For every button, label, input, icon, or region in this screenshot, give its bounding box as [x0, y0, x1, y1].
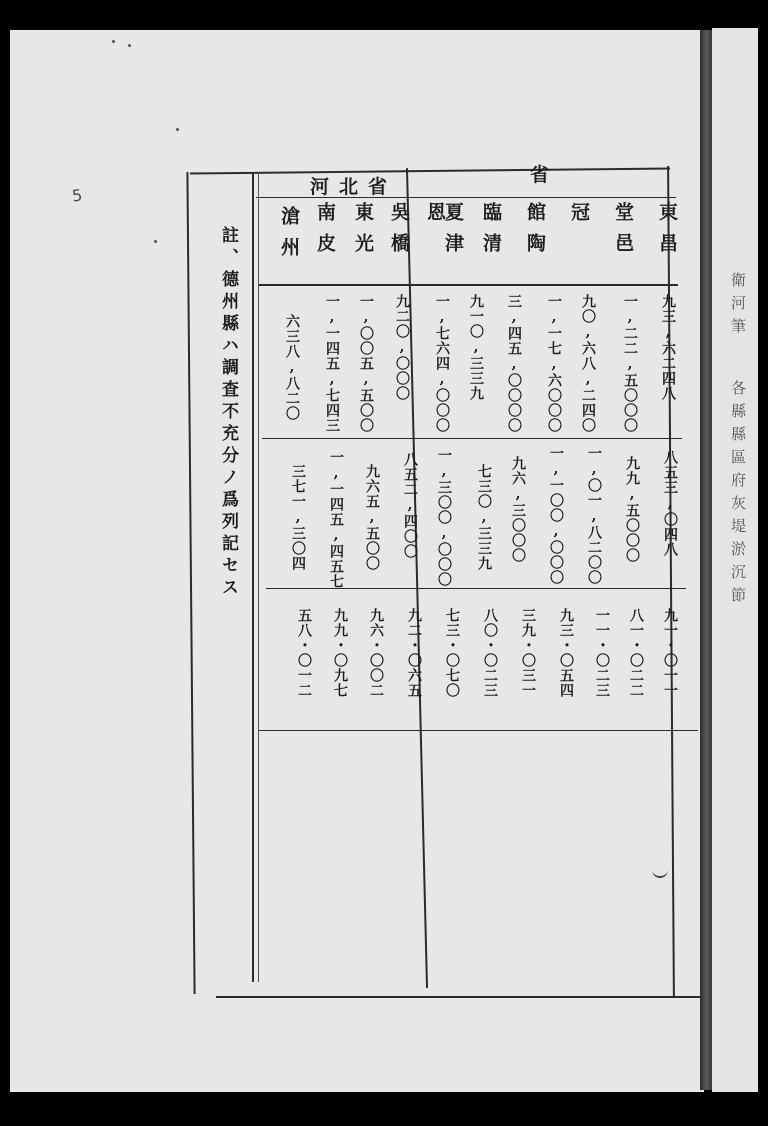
figure-b: 一,〇一,八二〇〇 [586, 446, 602, 585]
figure-a: 一,一七,六〇〇〇 [546, 294, 562, 433]
facing-page-text: 各縣縣區府灰堤淤沉節 [729, 380, 747, 610]
scan-speck [176, 128, 179, 131]
place-name: 東光 [352, 202, 374, 264]
figure-b: 七三〇,三三九 [476, 464, 492, 571]
figure-a: 九二〇,〇〇〇 [394, 294, 410, 401]
place-name: 恩 [424, 202, 446, 233]
scan-speck [128, 44, 131, 47]
figure-b: 八五二,四〇〇 [402, 452, 418, 559]
figure-b: 三七一,三〇四 [290, 464, 306, 571]
figure-a: 六三八,八二〇 [284, 314, 300, 421]
figure-a: 一,二二,五〇〇〇 [622, 294, 638, 433]
figure-c: 五八・〇一二 [296, 608, 312, 698]
place-name: 夏津 [442, 202, 464, 264]
place-name: 冠 [568, 202, 590, 233]
place-name: 臨清 [480, 202, 502, 264]
header-bottom-rule [258, 284, 678, 286]
figure-c: 九九・〇九七 [332, 608, 348, 698]
row-rule-3 [258, 730, 698, 731]
figure-c: 八一・〇二二 [628, 608, 644, 698]
figure-a: 九〇,六八,二四〇 [580, 294, 596, 433]
figure-b: 一,三〇〇,〇〇〇 [436, 448, 452, 587]
header-province-hebei: 河北省 [310, 176, 398, 198]
figure-c: 九一・〇一一 [662, 608, 678, 698]
figure-b: 九六,三〇〇〇 [510, 456, 526, 563]
figure-b: 一,一四五,四五七 [328, 450, 344, 589]
figure-b: 一,一〇〇,〇〇〇 [548, 446, 564, 585]
figure-a: 一,〇〇五,五〇〇 [358, 294, 374, 433]
note-divider-inner [258, 172, 259, 982]
figure-a: 三,四五,〇〇〇〇 [506, 294, 522, 433]
scan-speck [154, 240, 157, 243]
pencil-page-mark: 5 [70, 185, 84, 206]
figure-c: 一一・〇二三 [594, 608, 610, 698]
figure-a: 一,一四五,七四三 [324, 294, 340, 433]
figure-a: 九一〇,三三九 [468, 294, 484, 401]
figure-b: 八五三,〇四八 [662, 450, 678, 557]
figure-a: 九三,六二四八 [660, 294, 676, 401]
place-name: 滄州 [278, 206, 300, 268]
place-name: 吳橋 [388, 202, 410, 264]
figure-c: 九三・〇五四 [558, 608, 574, 698]
table-footnote: 註、德州縣ハ調査不充分ノ爲列記セス [218, 226, 238, 600]
scan-speck [112, 40, 115, 43]
place-name: 東昌 [656, 202, 678, 264]
place-name: 館陶 [524, 202, 546, 264]
table-bottom-rule [216, 996, 702, 998]
row-rule-1 [262, 438, 682, 439]
figure-a: 一,七六四,〇〇〇 [434, 294, 450, 433]
place-name: 南皮 [314, 202, 336, 264]
facing-page-text: 衛河筆 [729, 272, 747, 341]
figure-b: 九九,五〇〇〇 [624, 456, 640, 563]
figure-c: 七三・〇七〇 [444, 608, 460, 698]
place-name: 堂邑 [612, 202, 634, 264]
header-province-shandong: 省 [530, 164, 560, 186]
note-divider-outer [252, 172, 254, 982]
figure-c: 九六・〇〇二 [368, 608, 384, 698]
figure-c: 三九・〇三一 [520, 608, 536, 698]
figure-b: 九六五,五〇〇 [364, 464, 380, 571]
figure-c: 九二・〇六五 [406, 608, 422, 698]
figure-c: 八〇・〇二三 [482, 608, 498, 698]
